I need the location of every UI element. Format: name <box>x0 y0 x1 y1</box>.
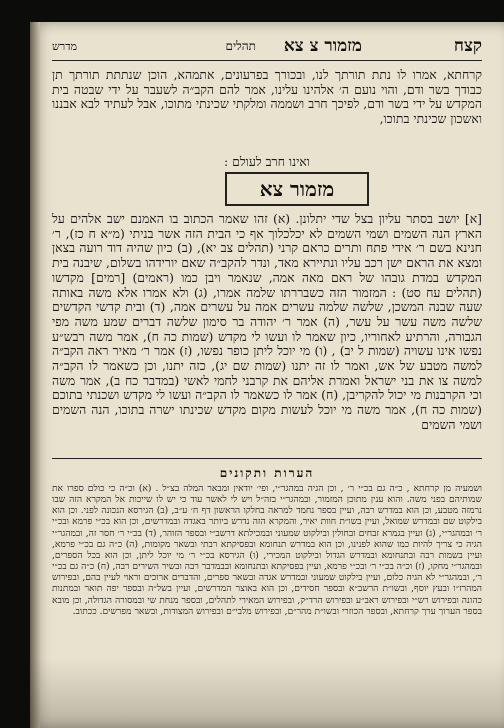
main-paragraph: [א] יושב בסתר עליון בצל שדי יתלונן. (א) זהו שאמר הכתוב בו האמנם ישב אלהים על הארץ הנה השמים ושמי השמים לא יכלכלוך אף כי הבית הזה אשר בניתי (מ״א ח כז), ר׳ חנינא בשם ר׳ אידי פתח ותרים כראם קרני (תהלים צב יא), (ב) כיון שהיה דוד רועה בצאן ומצא את הראם ישן רכב עליו ונתיירא מאד, ונדר להקב״ה שאם יורידהו בשלום, שיבנה בית המקדש במדת גובהו של ראם מאה אמה, שנאמר ויבן כמו (ראמים) [רמים] מקדשו (תהלים עח סט) : המזמור הזה כשבררתו שלמה אמרו, (ג) ולא אמרו אלא משה באותה שעה שבנה המשכן, שלשה שלמה עשרים אמה על עשרים אמה, (ד) ובית קדשי הקדשים שלשה משה עשר על עשר, (ה) אמר ר׳ יהודה בר סימון שלשה דברים שמע משה מפי הגבורה, והרתיע לאחוריו, כיון שאמר לו ועשו לי מקדש (שמות כה ח), אמר משה רבש״ע נפשו אינו עשויה (שמות ל יב) , (ו) מי יוכל ליתן כופר נפשו, (ז) אמר ר׳ מאיר ראה הקב״ה למשה מטבע של אש, ואמר לו זה יתנו (שמות שם יג), כזה יתנו, וכן כשאמר לו הקב״ה למשה צו את בני ישראל ואמרת אליהם את קרבני לחמי לאשי (במדבר כח ב), אמר משה וכי הקרבנות מי יכול להקריבן, (ח) אמר לו כשאמר לו הקב״ה ועשו לי מקדש ושכנתי בתוכם (שמות כה ח), אמר משה מי יוכל לעשות מקום מקדש שכינתו ישרה בתוכו, הנה השמים ושמי השמים <box>52 212 482 432</box>
intro-paragraph: קרחתא, אמרו לו נתת תורתך לנו, ובכורך בפרעונים, אתמהא, הוכן שנתתת תורתך תן כבודך בשר ודם, והוי נועם ה׳ אלהינו עלינו, אמר להם הקב״ה לשעבר על ידי שבטה בית המקדש על ידי בשר ודם, לפיכך חרב ושממה ומלקתי שכינתי מתוכו, אבל לעתיד לבא אבננו ואשכון שכינתי בתוכו, <box>52 68 482 127</box>
notes-rule <box>52 458 482 459</box>
section-ending: ואינו חרב לעולם : <box>224 154 310 169</box>
header-rule <box>52 60 482 61</box>
header-book-title: תהלים <box>225 39 256 53</box>
page-number: קצח <box>453 36 482 56</box>
notes-title: הערות ותקונים <box>219 466 315 480</box>
book-page <box>30 22 504 728</box>
running-header <box>52 36 482 58</box>
notes-paragraph: ושמעיה מן קרחתא , כ״ה גם בכ״י ר׳ , וכן הגיה במהגר״י, ופי׳ יודאין ומבאר המלה בצ״ל . (א) וכ״ה כי כולם ספרו את שמותיהם בפני משה. והוא ענין מתוכן המזמור, ובמהגר״י בזה״ל ויש לי לאשר עוד כי יש לו שייכות אל המקרא הזה שבו נרמזה מטבע, וכן הוא במדרש רבה, ועיין בספר נחמד למראה בחלקו הראשון דף ח׳ ע״ב, (ב) הגירסא הנכונה לפני. וכן הוא בילקוט שם ובמדרש שמואל, ועיין בשו״ת חוות יאיר, והמקרא הזה נדרש ביותר באגדה ובמדרשים, וכן הוא בכ״י פרמא ובכ״י ר׳ ובמהגר״י, (ג) ועיין בגמרא זבחים ובחולין ובילקוט שמעוני ובמכילתא דרשב״י ובספר הזוהר, (ד) בכ״י ר׳ חסר זה, ובמהגר״י הגיה כי צריך להיות כמו שהוא לפנינו, וכן הוא במדרש תנחומא ובפסיקתא רבתי ובשאר מקומות, (ה) כ״ה גם בכ״י פרמא, ועיין בשמות רבה ובתנחומא ובמדרש הגדול ובילקוט המכירי, (ו) הגירסא בכ״י ר׳ מי יוכל ליתן, וכן הוא בכל הספרים, ובמהגר״י מחקו, (ז) וכ״ה בכ״י ר׳ ובכ״י פרמא, ועיין בפסיקתא ובתנחומא ובבמדבר רבה ובשיר השירים רבה, (ח) כ״ה גם בכ״י ר׳, ובמהגר״י לא הגיה כלום, ועיין בילקוט שמעוני ובמדרש אגדה ובשאר ספרים, והדברים ארוכים וראוי לעיין בהם, ובפירוש המהרז״ו ובעץ יוסף, ובשו״ת הרשב״א ובספר חסידים, וכן הוא באוצר המדרשים, ועיין בשל״ה ובספר יפה תואר ובמתנות כהונה ובפירוש רש״י ובפירוש ראב״ע ובפירוש הרד״ק, ובפירוש המאירי לתהלים, ובספר מנחת שי ובמסורה הגדולה, וכן מובא בספר הערוך ערך קרחתא, ובספר הכוזרי ובשו״ת מהר״ם, ובפירוש מלבי״ם ובפירוש המצודות, ובשאר מפרשים. ככתוב. <box>52 484 482 617</box>
header-work-name: מדרש <box>52 40 78 53</box>
header-psalm-label: מזמור צ צא <box>283 36 362 56</box>
page-bottom-shadow <box>30 658 504 728</box>
psalm-title: מזמור צא <box>225 172 369 206</box>
page-gutter-shadow <box>30 22 40 728</box>
